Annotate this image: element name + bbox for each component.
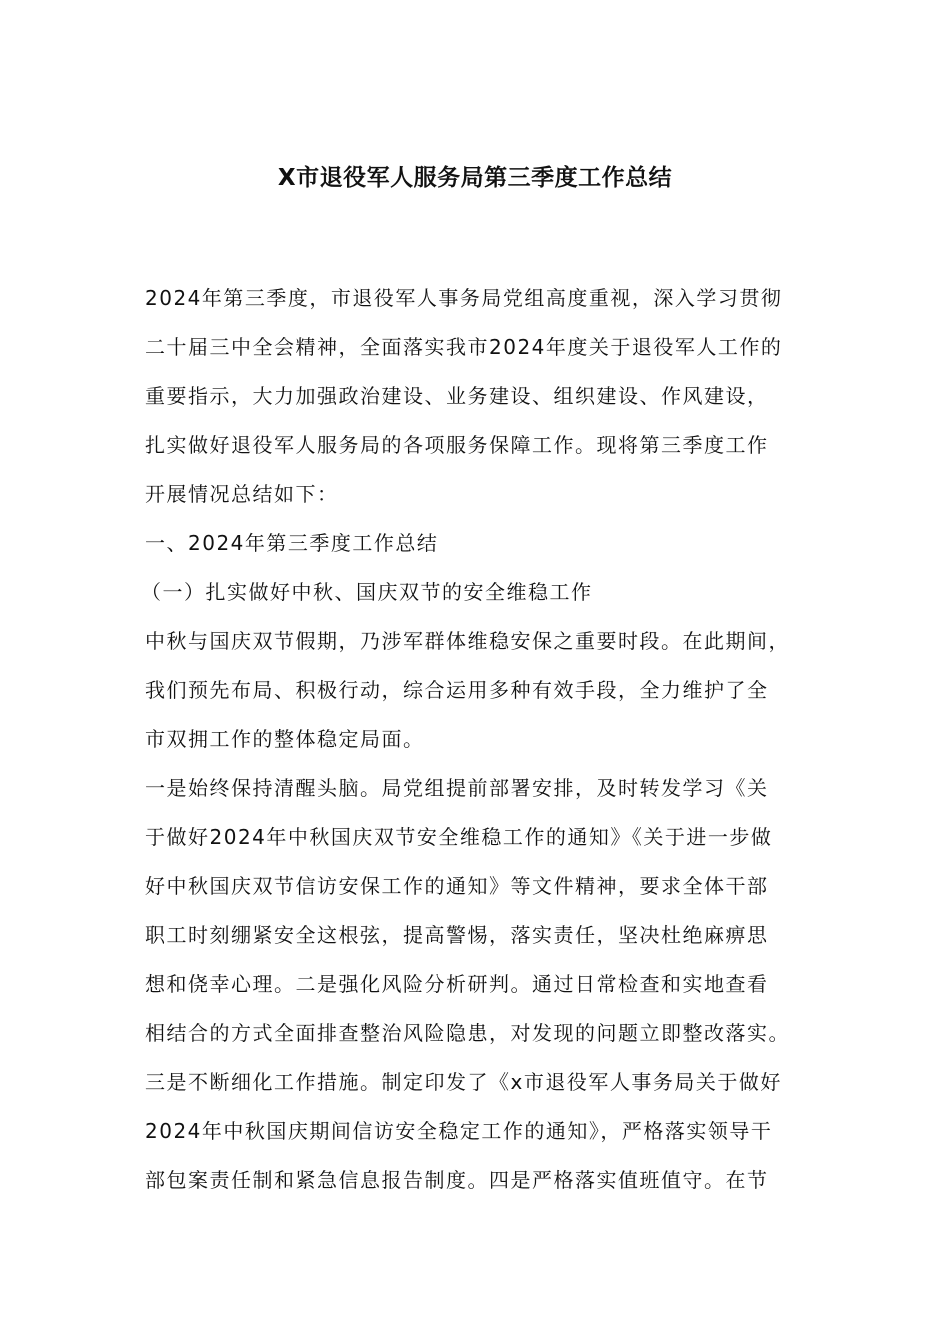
body-line: 市双拥工作的整体稳定局面。: [145, 727, 425, 751]
body-line: 开展情况总结如下：: [145, 482, 339, 506]
body-line: 我们预先布局、积极行动，综合运用多种有效手段，全力维护了全: [145, 678, 769, 702]
body-line: 部包案责任制和紧急信息报告制度。四是严格落实值班值守。在节: [145, 1168, 769, 1192]
document-body: [141, 280, 825, 1211]
document-title: X市退役军人服务局第三季度工作总结: [277, 165, 673, 191]
body-line: 一是始终保持清醒头脑。局党组提前部署安排，及时转发学习《关: [145, 776, 769, 800]
body-line: 相结合的方式全面排查整治风险隐患，对发现的问题立即整改落实。: [145, 1021, 790, 1045]
body-line: 重要指示，大力加强政治建设、业务建设、组织建设、作风建设，: [145, 384, 769, 408]
body-line: 中秋与国庆双节假期，乃涉军群体维稳安保之重要时段。在此期间，: [145, 629, 790, 653]
body-line: 2024年第三季度，市退役军人事务局党组高度重视，深入学习贯彻: [145, 286, 783, 310]
section-heading: 一、2024年第三季度工作总结: [145, 531, 439, 555]
body-line: 扎实做好退役军人服务局的各项服务保障工作。现将第三季度工作: [145, 433, 769, 457]
body-line: 2024年中秋国庆期间信访安全稳定工作的通知》，严格落实领导干: [145, 1119, 773, 1143]
body-line: 想和侥幸心理。二是强化风险分析研判。通过日常检查和实地查看: [145, 972, 769, 996]
body-line: 职工时刻绷紧安全这根弦，提高警惕，落实责任，坚决杜绝麻痹思: [145, 923, 769, 947]
body-line: 二十届三中全会精神，全面落实我市2024年度关于退役军人工作的: [145, 335, 783, 359]
body-line: 好中秋国庆双节信访安保工作的通知》等文件精神，要求全体干部: [145, 874, 769, 898]
subsection-heading: （一）扎实做好中秋、国庆双节的安全维稳工作: [141, 580, 593, 604]
body-line: 三是不断细化工作措施。制定印发了《x市退役军人事务局关于做好: [145, 1070, 782, 1094]
body-line: 于做好2024年中秋国庆双节安全维稳工作的通知》《关于进一步做: [145, 825, 773, 849]
